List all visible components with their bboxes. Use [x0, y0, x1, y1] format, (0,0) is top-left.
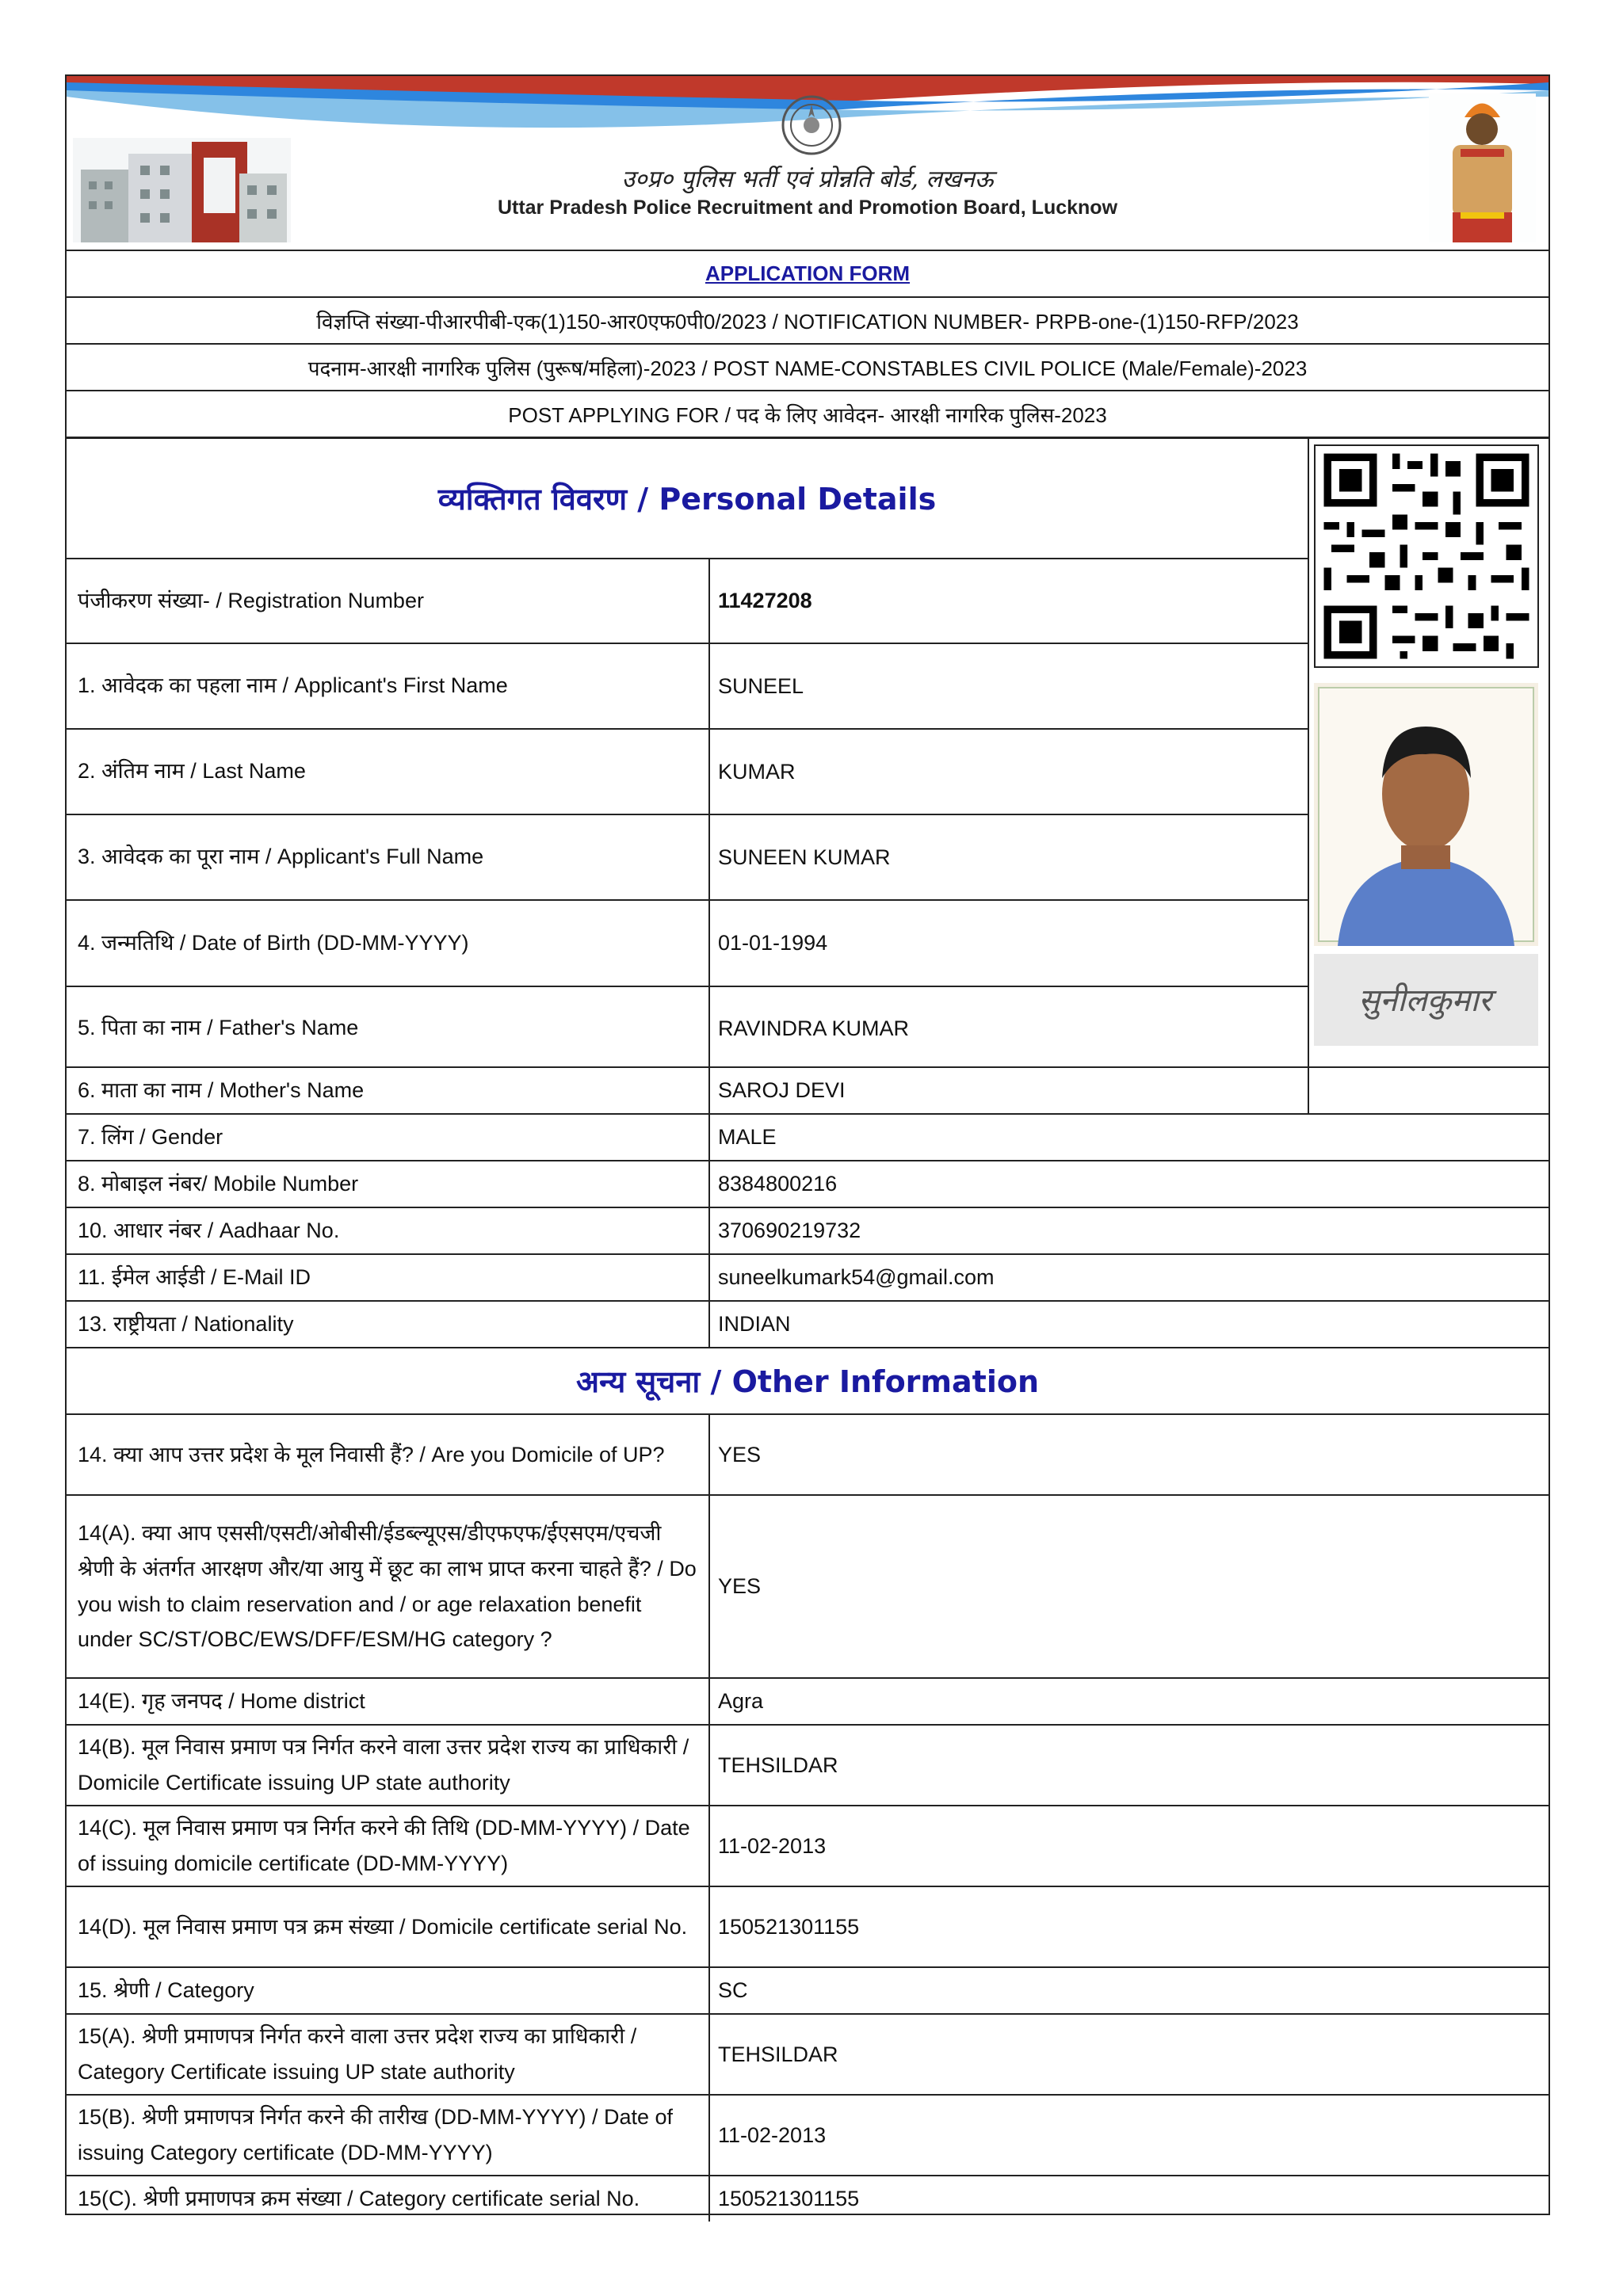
row-value: TEHSILDAR: [718, 1753, 838, 1777]
row-value: 8384800216: [718, 1172, 838, 1196]
row-value: YES: [718, 1574, 762, 1598]
personal-details-section: [67, 439, 1549, 1068]
personal-details-heading: व्यक्तिगत विवरण / Personal Details: [67, 439, 1308, 559]
row-label: 14(D). मूल निवास प्रमाण पत्र क्रम संख्या / Domicile certificate serial No.: [67, 1887, 710, 1966]
row-label: 14(E). गृह जनपद / Home district: [67, 1679, 710, 1724]
post-applying-text: POST APPLYING FOR / पद के लिए आवेदन- आरक्षी नागरिक पुलिस-2023: [508, 402, 1107, 427]
table-row: [67, 559, 1308, 644]
row-value: 150521301155: [718, 2187, 860, 2210]
table-row: [67, 1968, 1549, 2015]
table-row: [67, 815, 1308, 901]
board-name-english: Uttar Pradesh Police Recruitment and Promotion Board, Lucknow: [497, 196, 1118, 219]
row-value: Agra: [718, 1689, 764, 1713]
form-title-row: [67, 251, 1549, 298]
row-label: 15. श्रेणी / Category: [67, 1968, 710, 2013]
table-row: [67, 1161, 1549, 1208]
table-row: [67, 1806, 1549, 1887]
application-form-page: [65, 74, 1550, 2215]
row-value: 370690219732: [718, 1219, 861, 1242]
row-value: MALE: [718, 1125, 777, 1149]
qr-code-icon: [1314, 444, 1539, 668]
personal-details-table: [67, 439, 1309, 1066]
header-banner: [67, 76, 1549, 251]
row-value: 01-01-1994: [718, 931, 828, 955]
row-label: 3. आवेदक का पूरा नाम / Applicant's Full Name: [67, 815, 710, 899]
notification-text: विज्ञप्ति संख्या-पीआरपीबी-एक(1)150-आर0एफ0पी0/2023 / NOTIFICATION NUMBER- PRPB-one-(1)150-RFP/2023: [316, 309, 1299, 334]
table-row: [67, 1887, 1549, 1968]
row-value: SC: [718, 1978, 748, 2002]
row-label: पंजीकरण संख्या- / Registration Number: [67, 559, 710, 643]
photo-column: [1308, 439, 1549, 1066]
table-row: [67, 2015, 1549, 2096]
other-information-heading: अन्य सूचना / Other Information: [67, 1348, 1549, 1415]
applicant-photo: [1314, 683, 1538, 946]
table-row: [67, 1496, 1549, 1679]
applicant-signature: [1314, 954, 1538, 1046]
row-label: 15(A). श्रेणी प्रमाणपत्र निर्गत करने वाला उत्तर प्रदेश राज्य का प्राधिकारी / Category Certificate issuing UP state authority: [67, 2015, 710, 2094]
row-label: 10. आधार नंबर / Aadhaar No.: [67, 1208, 710, 1253]
row-value: TEHSILDAR: [718, 2042, 838, 2066]
table-row: [67, 1415, 1549, 1496]
row-value: SAROJ DEVI: [710, 1068, 1309, 1113]
svg-text:सुनीलकुमार: सुनीलकुमार: [1358, 982, 1492, 1019]
table-row: [67, 1302, 1549, 1348]
post-applying-row: [67, 391, 1549, 439]
row-label: 11. ईमेल आईडी / E-Mail ID: [67, 1255, 710, 1300]
row-label: 14. क्या आप उत्तर प्रदेश के मूल निवासी हैं? / Are you Domicile of UP?: [67, 1415, 710, 1494]
registration-number-value: 11427208: [718, 589, 812, 612]
board-emblem-icon: [780, 93, 843, 157]
row-label: 4. जन्मतिथि / Date of Birth (DD-MM-YYYY): [67, 901, 710, 986]
table-row: [67, 2176, 1549, 2222]
row-label: 15(B). श्रेणी प्रमाणपत्र निर्गत करने की तारीख (DD-MM-YYYY) / Date of issuing Category certificate (DD-MM-YYYY): [67, 2096, 710, 2175]
table-row: [67, 1208, 1549, 1255]
row-value: 150521301155: [718, 1914, 860, 1939]
row-value: 11-02-2013: [718, 2122, 827, 2147]
row-label: 5. पिता का नाम / Father's Name: [67, 987, 710, 1070]
row-value: YES: [718, 1442, 762, 1466]
row-label: 7. लिंग / Gender: [67, 1115, 710, 1160]
notification-row: [67, 298, 1549, 345]
row-label: 14(C). मूल निवास प्रमाण पत्र निर्गत करने की तिथि (DD-MM-YYYY) / Date of issuing domicile certificate (DD-MM-YYYY): [67, 1806, 710, 1886]
row-value: RAVINDRA KUMAR: [718, 1016, 910, 1040]
table-row: [67, 644, 1308, 730]
row-label: 13. राष्ट्रीयता / Nationality: [67, 1302, 710, 1347]
table-row: [67, 1068, 1549, 1115]
row-label: 8. मोबाइल नंबर/ Mobile Number: [67, 1161, 710, 1207]
row-value: 11-02-2013: [718, 1833, 827, 1858]
post-name-row: [67, 345, 1549, 391]
row-value: SUNEEN KUMAR: [718, 845, 891, 869]
form-title: APPLICATION FORM: [705, 261, 911, 285]
post-name-text: पदनाम-आरक्षी नागरिक पुलिस (पुरूष/महिला)-2023 / POST NAME-CONSTABLES CIVIL POLICE (Male/Female)-2023: [307, 356, 1308, 380]
police-officer-image: [1429, 93, 1536, 242]
table-row: [67, 987, 1308, 1070]
table-row: [67, 1255, 1549, 1302]
row-label: 6. माता का नाम / Mother's Name: [67, 1068, 710, 1113]
table-row: [67, 1726, 1549, 1806]
row-value: suneelkumark54@gmail.com: [718, 1265, 995, 1289]
table-row: [67, 1115, 1549, 1161]
row-label: 1. आवेदक का पहला नाम / Applicant's First Name: [67, 644, 710, 728]
row-label: 14(B). मूल निवास प्रमाण पत्र निर्गत करने वाला उत्तर प्रदेश राज्य का प्राधिकारी / Domicile Certificate issuing UP state authority: [67, 1726, 710, 1805]
table-row: [67, 1679, 1549, 1726]
row-value: KUMAR: [718, 759, 796, 784]
table-row: [67, 901, 1308, 987]
row-label: 2. अंतिम नाम / Last Name: [67, 730, 710, 814]
table-row: [67, 2096, 1549, 2176]
row-value: INDIAN: [718, 1312, 791, 1336]
table-row: [67, 730, 1308, 815]
row-label: 14(A). क्या आप एससी/एसटी/ओबीसी/ईडब्ल्यूएस/डीएफएफ/ईएसएम/एचजी श्रेणी के अंतर्गत आरक्षण और/या आयु में छूट का लाभ प्राप्त करना चाहते हैं? / Do you wish to claim reservation and / or age relaxation benefit under SC/ST/OBC/EWS/DFF/ESM/HG category ?: [67, 1496, 710, 1677]
row-label: 15(C). श्रेणी प्रमाणपत्र क्रम संख्या / Category certificate serial No.: [67, 2176, 710, 2222]
board-name-hindi: उ०प्र० पुलिस भर्ती एवं प्रोन्नति बोर्ड, लखनऊ: [621, 166, 994, 193]
row-value: SUNEEL: [718, 673, 804, 698]
